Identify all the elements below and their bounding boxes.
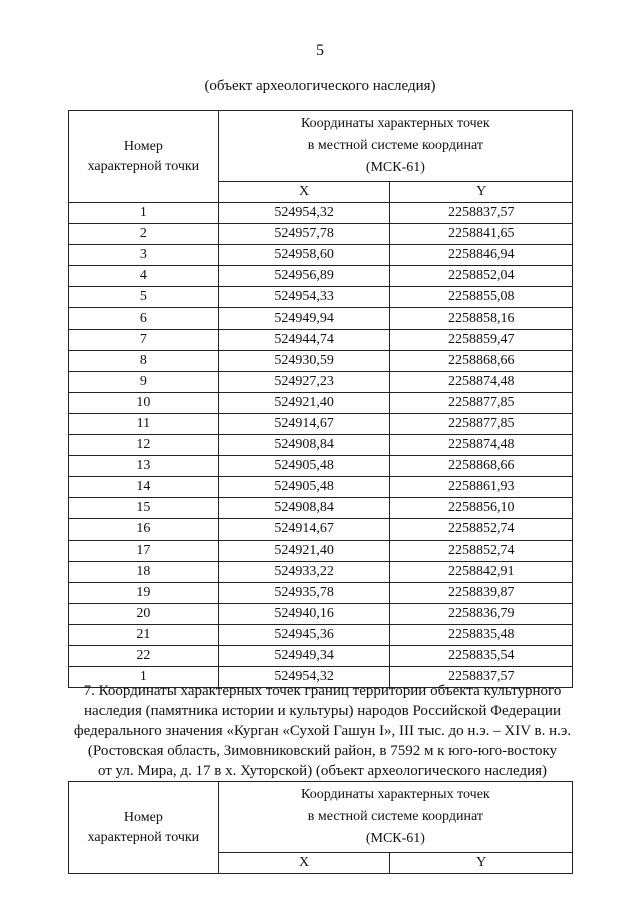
- point-number-cell: 15: [69, 498, 219, 519]
- x-coordinate-cell: 524954,32: [218, 203, 390, 224]
- y-coordinate-cell: 2258836,79: [390, 603, 573, 624]
- table-row: [69, 498, 573, 519]
- header-coords-line1: Координаты характерных точек: [301, 787, 490, 802]
- y-coordinate-cell: 2258841,65: [390, 224, 573, 245]
- point-number-cell: 21: [69, 624, 219, 645]
- header-number-line1: Номер: [123, 138, 163, 154]
- point-number-cell: 1: [69, 203, 219, 224]
- y-coordinate-cell: 2258852,04: [390, 266, 573, 287]
- x-coordinate-cell: 524908,84: [218, 435, 390, 456]
- section-7-line5: от ул. Мира, д. 17 в х. Хуторской) (объект археологического наследия): [97, 763, 548, 779]
- header-number-line2: характерной точки: [87, 158, 200, 174]
- header-coordinates: [218, 782, 572, 853]
- section-7-heading: [70, 681, 575, 781]
- point-number-cell: 14: [69, 477, 219, 498]
- x-coordinate-cell: 524949,94: [218, 308, 390, 329]
- x-coordinate-cell: 524914,67: [218, 519, 390, 540]
- table-row: [69, 287, 573, 308]
- x-coordinate-cell: 524956,89: [218, 266, 390, 287]
- x-coordinate-cell: 524940,16: [218, 603, 390, 624]
- x-coordinate-cell: 524945,36: [218, 624, 390, 645]
- coordinates-table-1: [68, 110, 573, 688]
- point-number-cell: 3: [69, 245, 219, 266]
- x-coordinate-cell: 524933,22: [218, 561, 390, 582]
- point-number-cell: 6: [69, 308, 219, 329]
- coordinates-table-2: [68, 781, 573, 874]
- y-coordinate-cell: 2258852,74: [390, 540, 573, 561]
- point-number-cell: 1: [69, 667, 219, 688]
- y-coordinate-cell: 2258874,48: [390, 371, 573, 392]
- point-number-cell: 18: [69, 561, 219, 582]
- point-number-cell: 9: [69, 371, 219, 392]
- table-row: [69, 413, 573, 434]
- table-row: [69, 392, 573, 413]
- y-coordinate-cell: 2258837,57: [390, 667, 573, 688]
- x-coordinate-cell: 524921,40: [218, 540, 390, 561]
- header-x: X: [218, 182, 390, 203]
- header-coords-line2: в местной системе координат: [307, 138, 483, 153]
- header-coords-line1: Координаты характерных точек: [301, 116, 490, 131]
- point-number-cell: 12: [69, 435, 219, 456]
- y-coordinate-cell: 2258877,85: [390, 392, 573, 413]
- header-coordinates: [218, 111, 572, 182]
- x-coordinate-cell: 524954,33: [218, 287, 390, 308]
- y-coordinate-cell: 2258877,85: [390, 413, 573, 434]
- y-coordinate-cell: 2258861,93: [390, 477, 573, 498]
- table-row: [69, 329, 573, 350]
- point-number-cell: 13: [69, 456, 219, 477]
- point-number-cell: 22: [69, 645, 219, 666]
- y-coordinate-cell: 2258846,94: [390, 245, 573, 266]
- y-coordinate-cell: 2258856,10: [390, 498, 573, 519]
- y-coordinate-cell: 2258835,54: [390, 645, 573, 666]
- y-coordinate-cell: 2258837,57: [390, 203, 573, 224]
- section-7-line4: (Ростовская область, Зимовниковский район, в 7592 м к юго-юго-востоку: [87, 743, 558, 759]
- point-number-cell: 16: [69, 519, 219, 540]
- table-row: [69, 350, 573, 371]
- table-row: [69, 203, 573, 224]
- section-7-line3: федерального значения «Курган «Сухой Гашун I», III тыс. до н.э. – XIV в. н.э.: [73, 723, 572, 739]
- table-row: [69, 308, 573, 329]
- y-coordinate-cell: 2258839,87: [390, 582, 573, 603]
- object-type-caption: (объект археологического наследия): [204, 78, 436, 94]
- table-row: [69, 224, 573, 245]
- table-row: [69, 477, 573, 498]
- table-row: [69, 603, 573, 624]
- table-row: [69, 645, 573, 666]
- table-row: [69, 582, 573, 603]
- x-coordinate-cell: 524905,48: [218, 477, 390, 498]
- point-number-cell: 2: [69, 224, 219, 245]
- table-row: [69, 561, 573, 582]
- table-row: [69, 540, 573, 561]
- point-number-cell: 8: [69, 350, 219, 371]
- y-coordinate-cell: 2258868,66: [390, 456, 573, 477]
- header-y: Y: [390, 182, 573, 203]
- point-number-cell: 20: [69, 603, 219, 624]
- header-coords-line2: в местной системе координат: [307, 809, 483, 824]
- table-row: [69, 266, 573, 287]
- point-number-cell: 19: [69, 582, 219, 603]
- y-coordinate-cell: 2258852,74: [390, 519, 573, 540]
- section-7-line2: наследия (памятника истории и культуры) народов Российской Федерации: [84, 703, 561, 719]
- point-number-cell: 10: [69, 392, 219, 413]
- y-coordinate-cell: 2258842,91: [390, 561, 573, 582]
- header-number-line2: характерной точки: [87, 829, 200, 845]
- x-coordinate-cell: 524927,23: [218, 371, 390, 392]
- header-x: X: [218, 853, 390, 874]
- x-coordinate-cell: 524930,59: [218, 350, 390, 371]
- header-y: Y: [390, 853, 573, 874]
- y-coordinate-cell: 2258858,16: [390, 308, 573, 329]
- point-number-cell: 4: [69, 266, 219, 287]
- table-row: [69, 245, 573, 266]
- section-7-line1: 7. Координаты характерных точек границ территории объекта культурного: [83, 683, 562, 699]
- x-coordinate-cell: 524954,32: [218, 667, 390, 688]
- table-row: [69, 624, 573, 645]
- table-row: [69, 456, 573, 477]
- point-number-cell: 11: [69, 413, 219, 434]
- header-number-line1: Номер: [123, 809, 163, 825]
- y-coordinate-cell: 2258859,47: [390, 329, 573, 350]
- header-point-number: [69, 782, 219, 874]
- x-coordinate-cell: 524958,60: [218, 245, 390, 266]
- x-coordinate-cell: 524944,74: [218, 329, 390, 350]
- y-coordinate-cell: 2258835,48: [390, 624, 573, 645]
- x-coordinate-cell: 524957,78: [218, 224, 390, 245]
- point-number-cell: 7: [69, 329, 219, 350]
- x-coordinate-cell: 524914,67: [218, 413, 390, 434]
- x-coordinate-cell: 524949,34: [218, 645, 390, 666]
- x-coordinate-cell: 524908,84: [218, 498, 390, 519]
- x-coordinate-cell: 524935,78: [218, 582, 390, 603]
- page-number: 5: [316, 42, 324, 59]
- y-coordinate-cell: 2258868,66: [390, 350, 573, 371]
- point-number-cell: 5: [69, 287, 219, 308]
- table-row: [69, 435, 573, 456]
- table-row: [69, 371, 573, 392]
- y-coordinate-cell: 2258855,08: [390, 287, 573, 308]
- header-coords-line3: (МСК-61): [365, 160, 425, 175]
- x-coordinate-cell: 524921,40: [218, 392, 390, 413]
- point-number-cell: 17: [69, 540, 219, 561]
- y-coordinate-cell: 2258874,48: [390, 435, 573, 456]
- table-row: [69, 519, 573, 540]
- header-coords-line3: (МСК-61): [365, 831, 425, 846]
- header-point-number: [69, 111, 219, 203]
- x-coordinate-cell: 524905,48: [218, 456, 390, 477]
